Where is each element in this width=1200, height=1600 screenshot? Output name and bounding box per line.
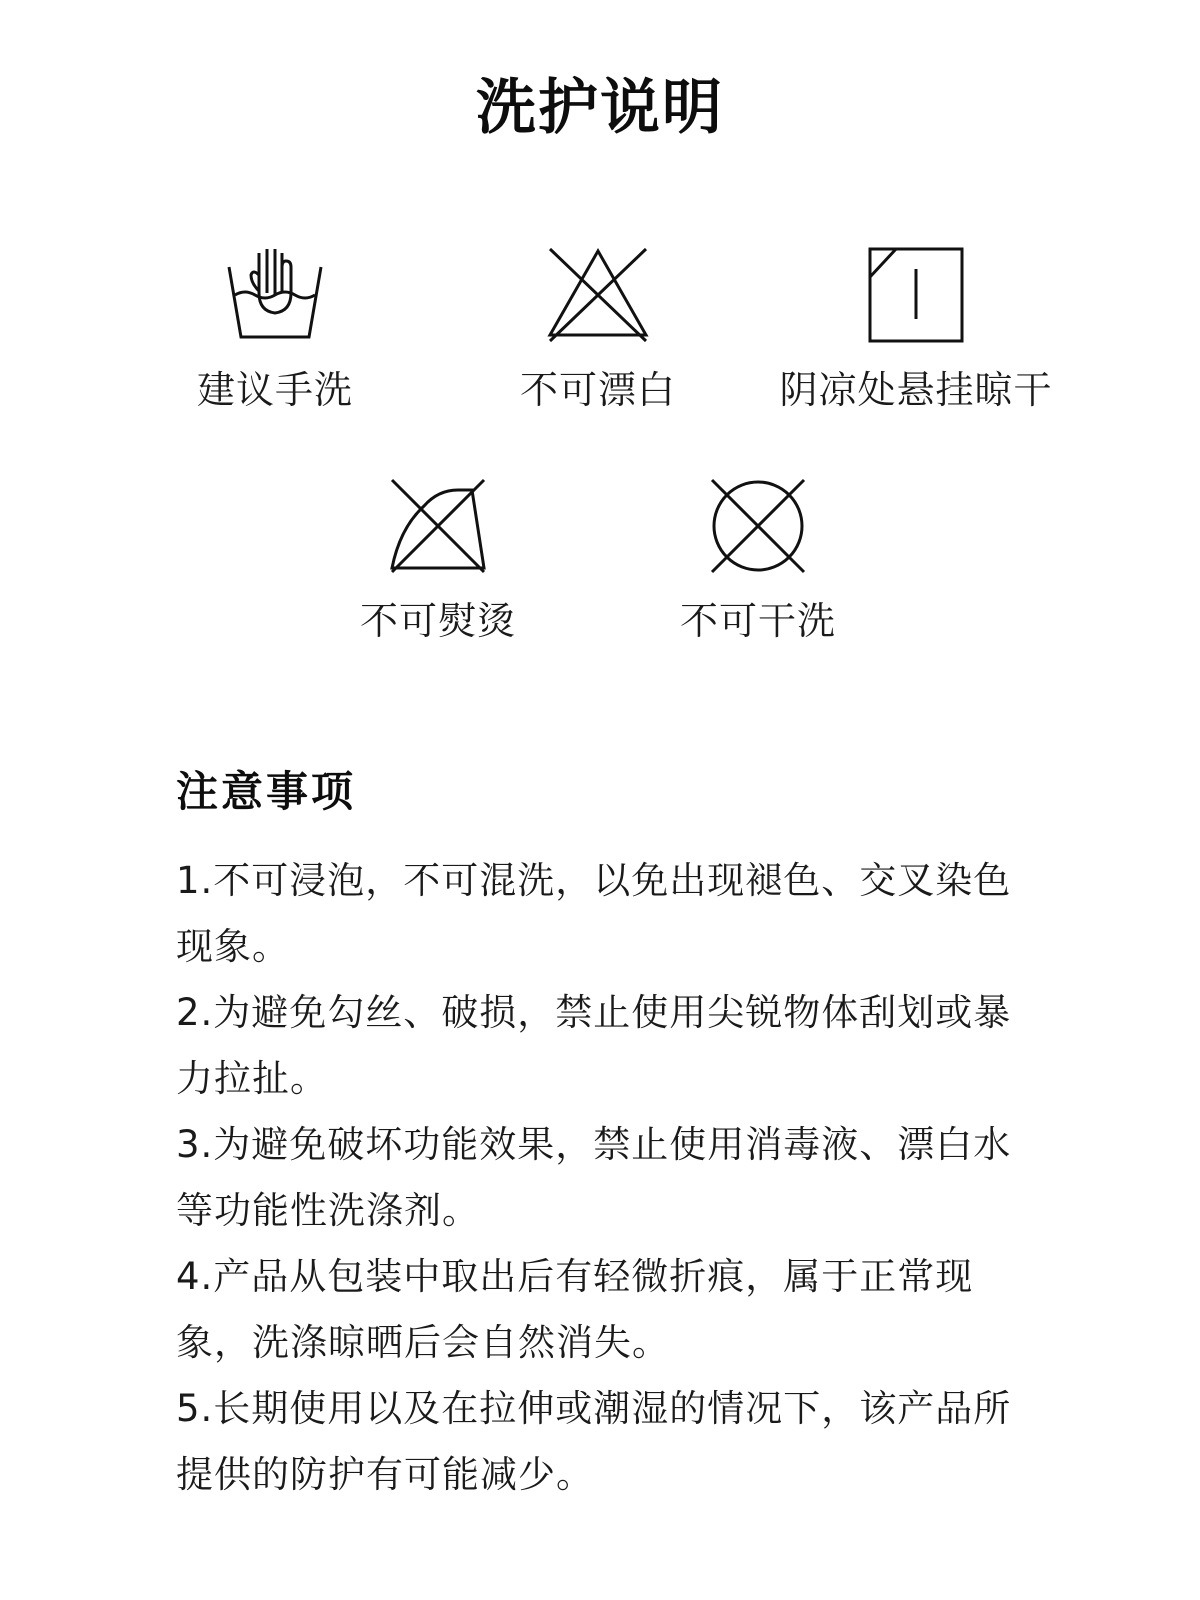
notes-list [176, 848, 1016, 1508]
care-label: 阴凉处悬挂晾干 [779, 368, 1053, 412]
note-item: 3.为避免破坏功能效果，禁止使用消毒液、漂白水等功能性洗涤剂。 [176, 1123, 1012, 1232]
note-item: 4.产品从包装中取出后有轻微折痕，属于正常现象，洗涤晾晒后会自然消失。 [176, 1255, 974, 1364]
line-dry-shade-icon [866, 245, 966, 345]
page-title: 洗护说明 [476, 73, 724, 143]
notes-heading: 注意事项 [176, 767, 357, 816]
no-iron-icon [388, 476, 488, 576]
care-item-no-iron [288, 476, 588, 666]
care-label: 建议手洗 [196, 368, 353, 412]
no-dry-clean-icon [708, 476, 808, 576]
care-item-no-bleach [448, 245, 748, 435]
note-item: 5.长期使用以及在拉伸或潮湿的情况下，该产品所提供的防护有可能减少。 [176, 1387, 1012, 1496]
no-bleach-icon [548, 245, 648, 345]
note-item: 1.不可浸泡，不可混洗，以免出现褪色、交叉染色现象。 [176, 859, 1012, 968]
note-item: 2.为避免勾丝、破损，禁止使用尖锐物体刮划或暴力拉扯。 [176, 991, 1012, 1100]
care-item-hand-wash [125, 245, 425, 435]
care-label: 不可熨烫 [359, 599, 516, 643]
care-item-no-dry-clean [608, 476, 908, 666]
hand-wash-icon [225, 245, 325, 345]
care-item-dry-shade [766, 245, 1066, 435]
care-label: 不可漂白 [519, 368, 676, 412]
care-label: 不可干洗 [679, 599, 836, 643]
